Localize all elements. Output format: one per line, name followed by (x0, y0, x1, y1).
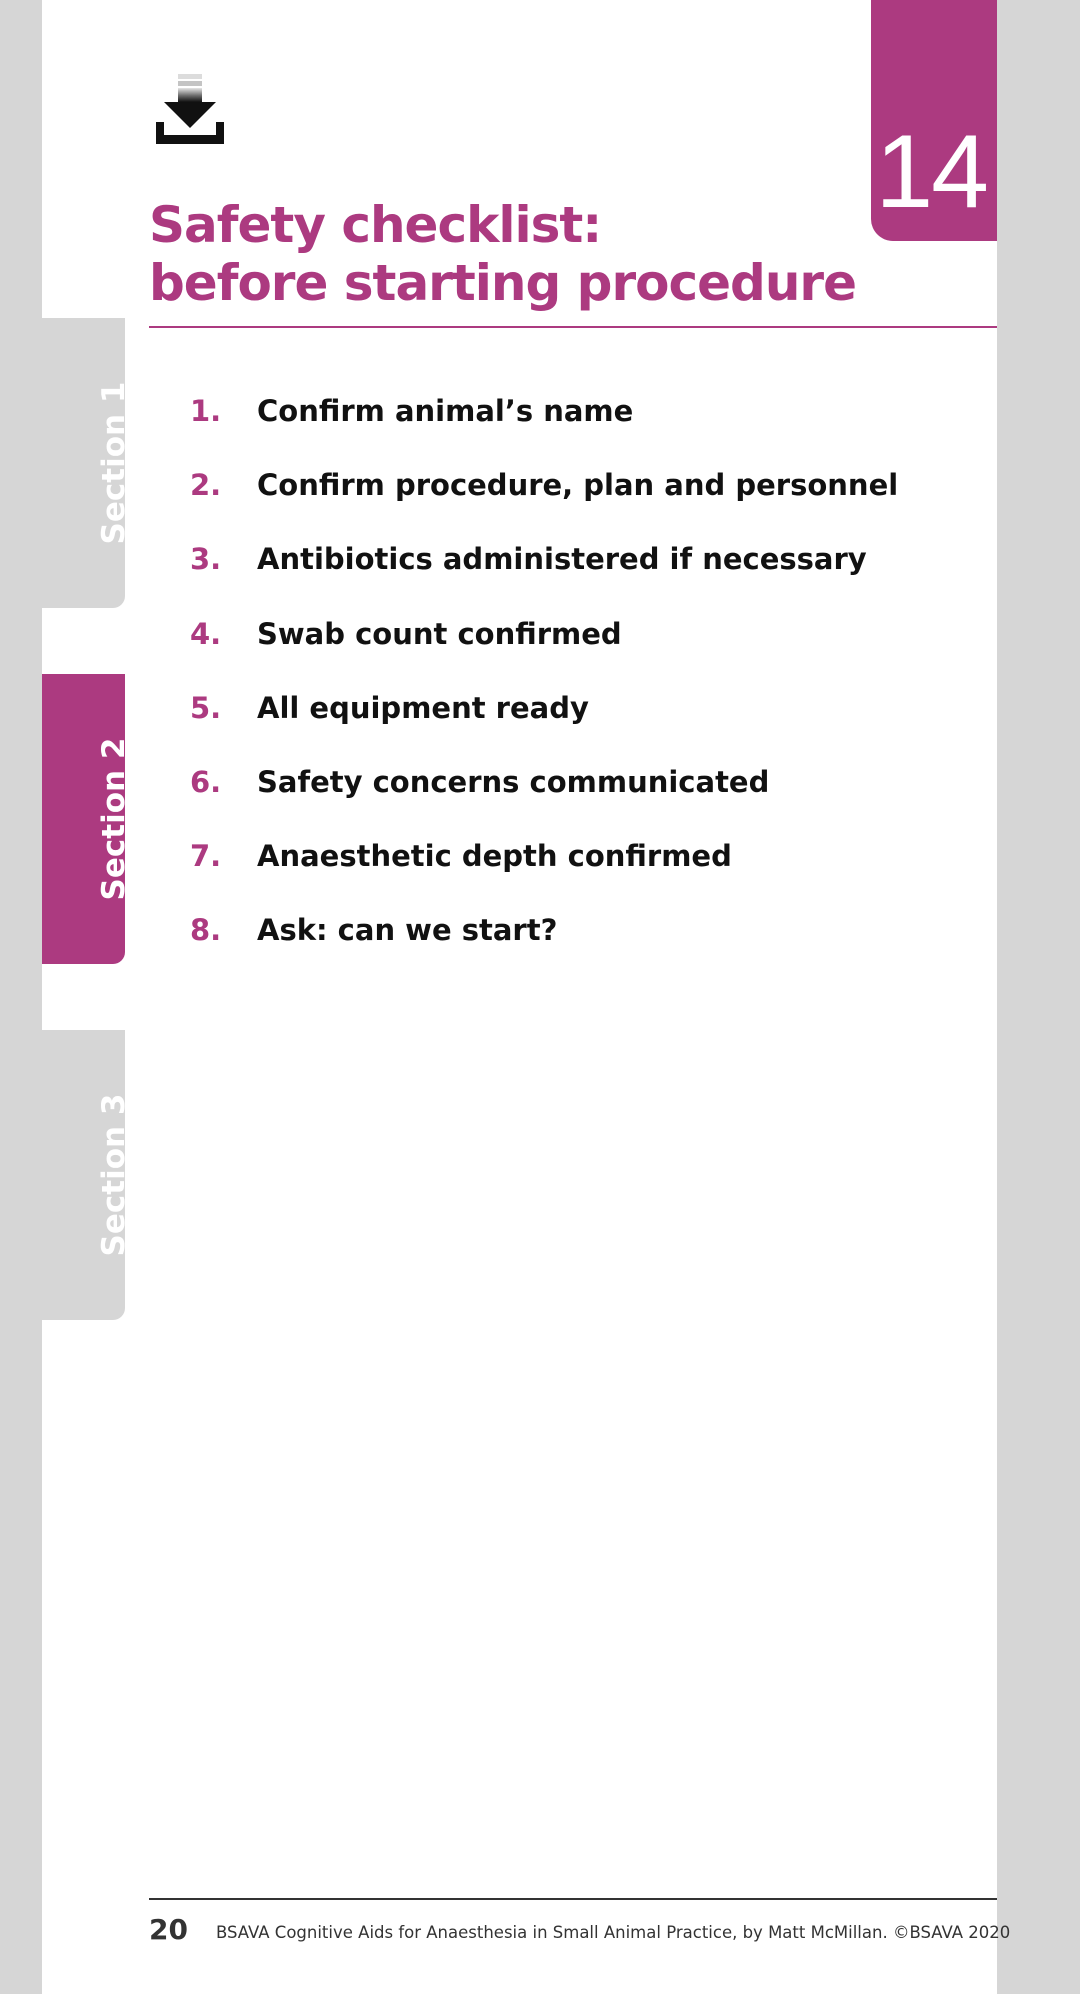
tab-section-1[interactable] (42, 318, 132, 608)
footer-credit: BSAVA Cognitive Aids for Anaesthesia in Small Animal Practice, by Matt McMillan. ©BSAVA 2020 (216, 1923, 1011, 1942)
checklist-item (190, 607, 898, 681)
checklist-item-number: 2. (190, 468, 222, 503)
checklist-item-text: All equipment ready (257, 690, 589, 725)
checklist-item-number: 8. (190, 913, 222, 948)
chapter-badge (871, 0, 997, 241)
checklist-item-text: Confirm procedure, plan and personnel (257, 468, 899, 503)
chapter-number: 14 (875, 114, 987, 230)
tab-section-1-label: Section 1 (95, 381, 132, 545)
checklist-item-number: 3. (190, 542, 222, 577)
checklist-item (190, 384, 898, 458)
safety-checklist (190, 384, 898, 978)
checklist-item-number: 4. (190, 616, 222, 651)
checklist-item-number: 6. (190, 764, 222, 799)
checklist-item-text: Swab count confirmed (257, 616, 622, 651)
checklist-item (190, 903, 898, 977)
tab-section-2-label: Section 2 (95, 737, 132, 901)
checklist-item-number: 7. (190, 839, 222, 874)
checklist-item (190, 755, 898, 829)
document-page (42, 0, 1011, 1994)
page-title-line-1: Safety checklist: (149, 196, 602, 254)
checklist-item (190, 681, 898, 755)
checklist-item-text: Anaesthetic depth confirmed (257, 839, 732, 874)
footer-divider (149, 1898, 997, 1900)
checklist-item-text: Safety concerns communicated (257, 764, 770, 799)
checklist-item-text: Ask: can we start? (257, 913, 558, 948)
download-icon[interactable] (154, 72, 226, 146)
page-title (149, 196, 869, 312)
tab-section-2[interactable] (42, 674, 132, 964)
checklist-item (190, 829, 898, 903)
checklist-item-number: 1. (190, 394, 222, 428)
tab-section-3[interactable] (42, 1030, 132, 1320)
checklist-item-text: Antibiotics administered if necessary (257, 542, 867, 577)
tab-section-3-label: Section 3 (95, 1093, 132, 1257)
checklist-item-number: 5. (190, 690, 222, 725)
checklist-item (190, 532, 898, 606)
title-divider (149, 326, 997, 328)
checklist-item-text: Confirm animal’s name (257, 394, 634, 428)
page-title-line-2: before starting procedure (149, 254, 856, 312)
checklist-item (190, 458, 898, 532)
page-number: 20 (149, 1913, 188, 1946)
